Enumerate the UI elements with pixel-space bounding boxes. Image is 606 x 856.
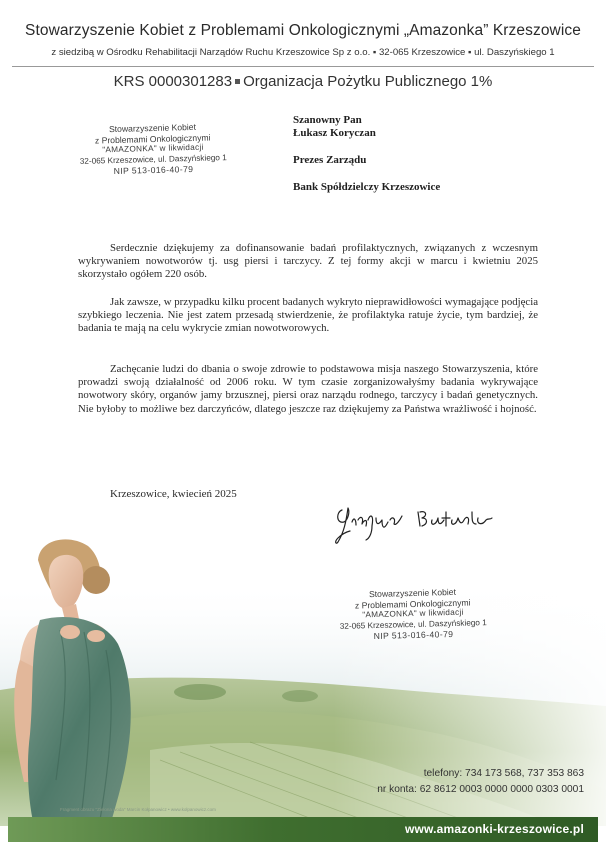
body-paragraph-3: Zachęcanie ludzi do dbania o swoje zdrowie to podstawowa misja naszego Stowarzyszenia, które prowadzi swoją działalność od 2006 roku. W tym czasie zorganizowałyśmy badania wykrywające nowotwory skóry, organów jamy brzusznej, piersi oraz narządu rodnego, tarczycy i badań genetycznych. Nie byłoby to możliwe bez darczyńców, dlatego jeszcze raz dziękujemy za Państwa wrażliwość i hojność. — [78, 363, 538, 415]
contact-phones: telefony: 734 173 568, 737 353 863 — [423, 768, 584, 779]
stamp-line: 32-065 Krzeszowice, ul. Daszyńskiego 1 — [79, 152, 227, 166]
stamp-line: Stowarzyszenie Kobiet — [108, 121, 197, 135]
krs-number: KRS 0000301283 — [113, 73, 233, 90]
place-and-date: Krzeszowice, kwiecień 2025 — [110, 488, 237, 500]
illustration-credit: Fragment obrazu "Zielona woda" Marcin Kołpanowicz • www.kolpanowicz.com — [60, 807, 216, 812]
header-divider — [12, 66, 594, 67]
body-paragraph-1: Serdecznie dziękujemy za dofinansowanie badań profilaktycznych, związanych z wczesnym wykrywaniem nowotworów tj. usg piersi i tarczycy. Z tej formy akcji w marcu i kwietniu 2025 skorzystało ogółem 220 osób. — [78, 242, 538, 281]
krs-line — [0, 73, 606, 90]
bank-account: nr konta: 62 8612 0003 0000 0000 0303 0001 — [377, 784, 584, 795]
stamp-line: "AMAZONKA" w likwidacji — [362, 607, 464, 620]
organization-stamp — [77, 121, 228, 177]
recipient-salutation: Szanowny Pan — [293, 114, 362, 126]
bullet-square-icon — [235, 79, 240, 84]
stamp-line: Stowarzyszenie Kobiet — [368, 586, 457, 600]
footer-bar — [8, 817, 598, 842]
organization-stamp-bottom — [337, 586, 488, 642]
stamp-nip: NIP 513-016-40-79 — [373, 628, 454, 642]
recipient-name: Łukasz Koryczan — [293, 127, 376, 139]
woman-in-field-illustration — [0, 520, 606, 826]
website-link[interactable]: www.amazonki-krzeszowice.pl — [404, 822, 584, 836]
stamp-line: z Problemami Onkologicznymi — [354, 596, 471, 611]
stamp-line: "AMAZONKA" w likwidacji — [102, 142, 204, 155]
opp-status: Organizacja Pożytku Publicznego 1% — [243, 73, 493, 90]
body-paragraph-2: Jak zawsze, w przypadku kilku procent badanych wykryto nieprawidłowości wymagające podjęcia szybkiego leczenia. Nie jest zatem przesadą stwierdzenie, że profilaktyka ratuje życie, tym bardziej, że badania te mają na celu wykrycie zmian nowotworowych. — [78, 296, 538, 335]
recipient-position: Prezes Zarządu — [293, 154, 367, 166]
stamp-nip: NIP 513-016-40-79 — [113, 163, 194, 177]
stamp-line: z Problemami Onkologicznymi — [94, 131, 211, 146]
recipient-institution: Bank Spółdzielczy Krzeszowice — [293, 181, 441, 193]
stamp-line: 32-065 Krzeszowice, ul. Daszyńskiego 1 — [339, 617, 487, 631]
organization-address: z siedzibą w Ośrodku Rehabilitacji Narządów Ruchu Krzeszowice Sp z o.o. ▪ 32-065 Krzeszowice ▪ ul. Daszyńskiego 1 — [51, 47, 555, 58]
organization-name: Stowarzyszenie Kobiet z Problemami Onkologicznymi „Amazonka” Krzeszowice — [25, 22, 581, 39]
